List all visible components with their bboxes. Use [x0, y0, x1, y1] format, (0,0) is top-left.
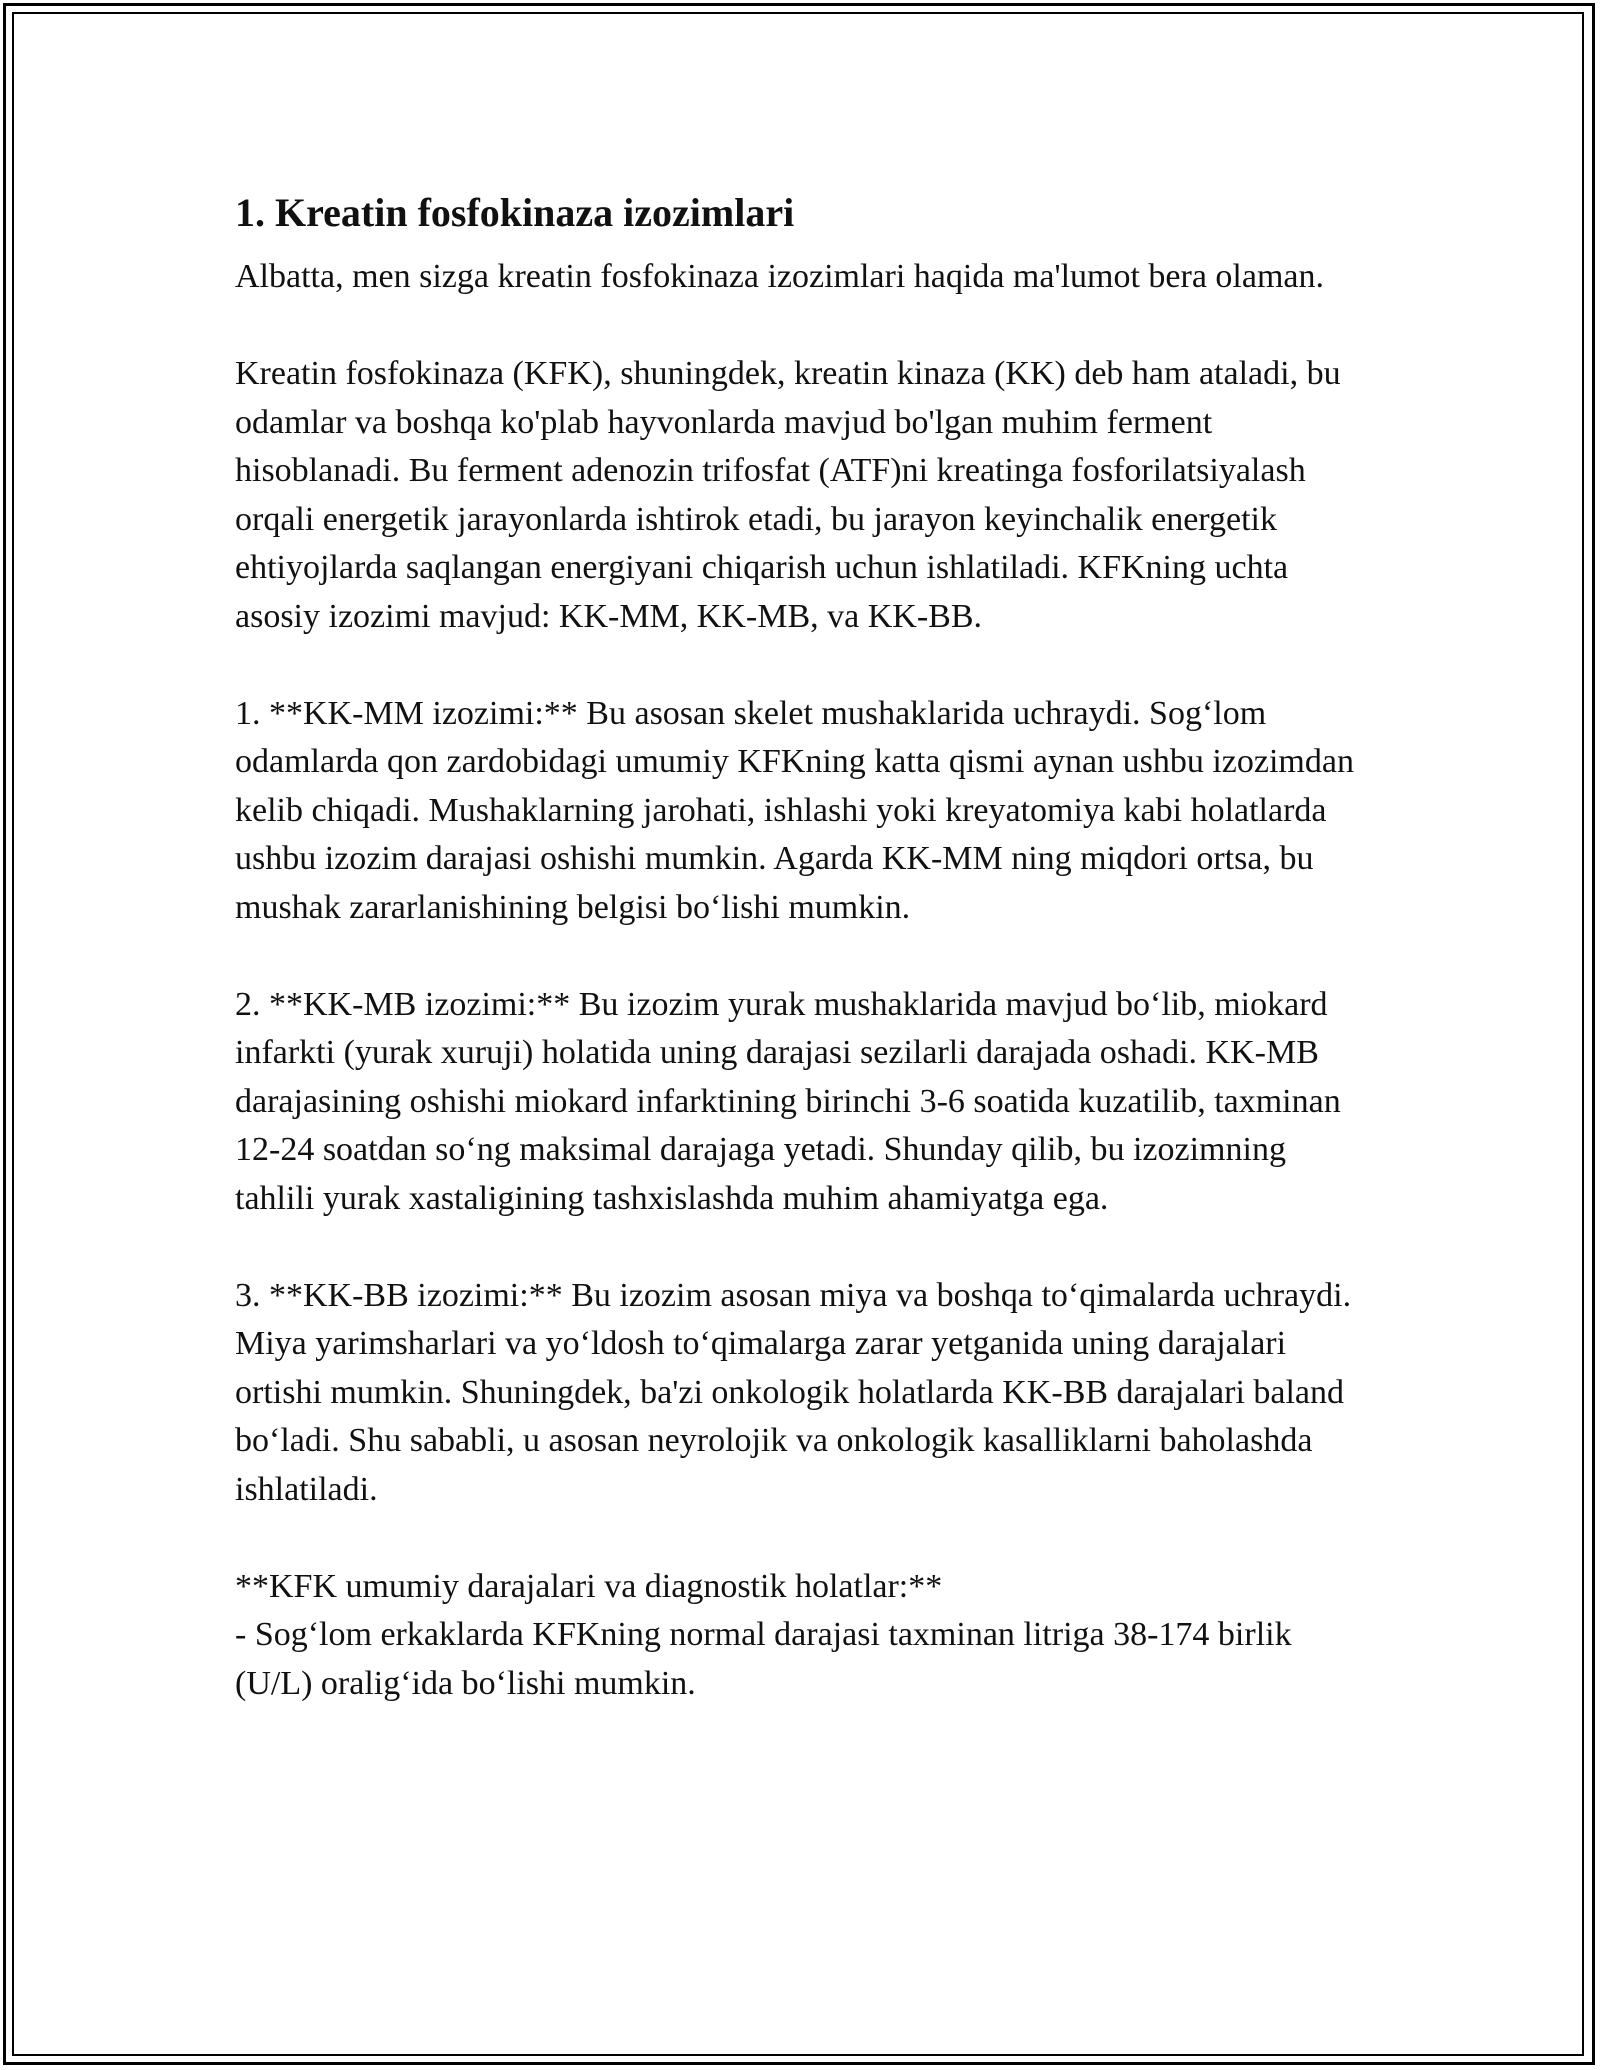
diagnostics-list-item: - Sog‘lom erkaklarda KFKning normal darajasi taxminan litriga 38-174 birlik (U/L) oralig‘ida bo‘lishi mumkin.	[235, 1616, 1292, 1702]
document-title: 1. Kreatin fosfokinaza izozimlari	[235, 190, 795, 235]
kk-mm-paragraph: 1. **KK-MM izozimi:** Bu asosan skelet mushaklarida uchraydi. Sog‘lom odamlarda qon zardobidagi umumiy KFKning katta qismi aynan ushbu izozimdan kelib chiqadi. Mushaklarning jarohati, ishlashi yoki kreyatomiya kabi holatlarda ushbu izozim darajasi oshishi mumkin. Agarda KK-MM ning miqdori ortsa, bu mushak zararlanishining belgisi bo‘lishi mumkin.	[235, 694, 1354, 926]
diagnostics-heading: **KFK umumiy darajalari va diagnostik holatlar:**	[235, 1567, 943, 1605]
kk-mb-paragraph: 2. **KK-MB izozimi:** Bu izozim yurak mushaklarida mavjud bo‘lib, miokard infarkti (yurak xuruji) holatida uning darajasi sezilarli darajada oshadi. KK-MB darajasining oshishi miokard infarktining birinchi 3-6 soatida kuzatilib, taxminan 12-24 soatdan so‘ng maksimal darajaga yetadi. Shunday qilib, bu izozimning tahlili yurak xastaligining tashxislashda muhim ahamiyatga ega.	[235, 985, 1341, 1217]
definition-paragraph: Kreatin fosfokinaza (KFK), shuningdek, kreatin kinaza (KK) deb ham ataladi, bu odamlar va boshqa ko'plab hayvonlarda mavjud bo'lgan muhim ferment hisoblanadi. Bu ferment adenozin trifosfat (ATF)ni kreatinga fosforilatsiyalash orqali energetik jarayonlarda ishtirok etadi, bu jarayon keyinchalik energetik ehtiyojlarda saqlangan energiyani chiqarish uchun ishlatiladi. KFKning uchta asosiy izozimi mavjud: KK-MM, KK-MB, va KK-BB.	[235, 355, 1341, 635]
intro-paragraph: Albatta, men sizga kreatin fosfokinaza izozimlari haqida ma'lumot bera olaman.	[235, 258, 1324, 295]
kk-bb-paragraph: 3. **KK-BB izozimi:** Bu izozim asosan miya va boshqa to‘qimalarda uchraydi. Miya yarimsharlari va yo‘ldosh to‘qimalarga zarar yetganida uning darajalari ortishi mumkin. Shuningdek, ba'zi onkologik holatlarda KK-BB darajalari baland bo‘ladi. Shu sababli, u asosan neyrolojik va onkologik kasalliklarni baholashda ishlatiladi.	[235, 1276, 1352, 1508]
document-body	[235, 185, 1365, 1708]
